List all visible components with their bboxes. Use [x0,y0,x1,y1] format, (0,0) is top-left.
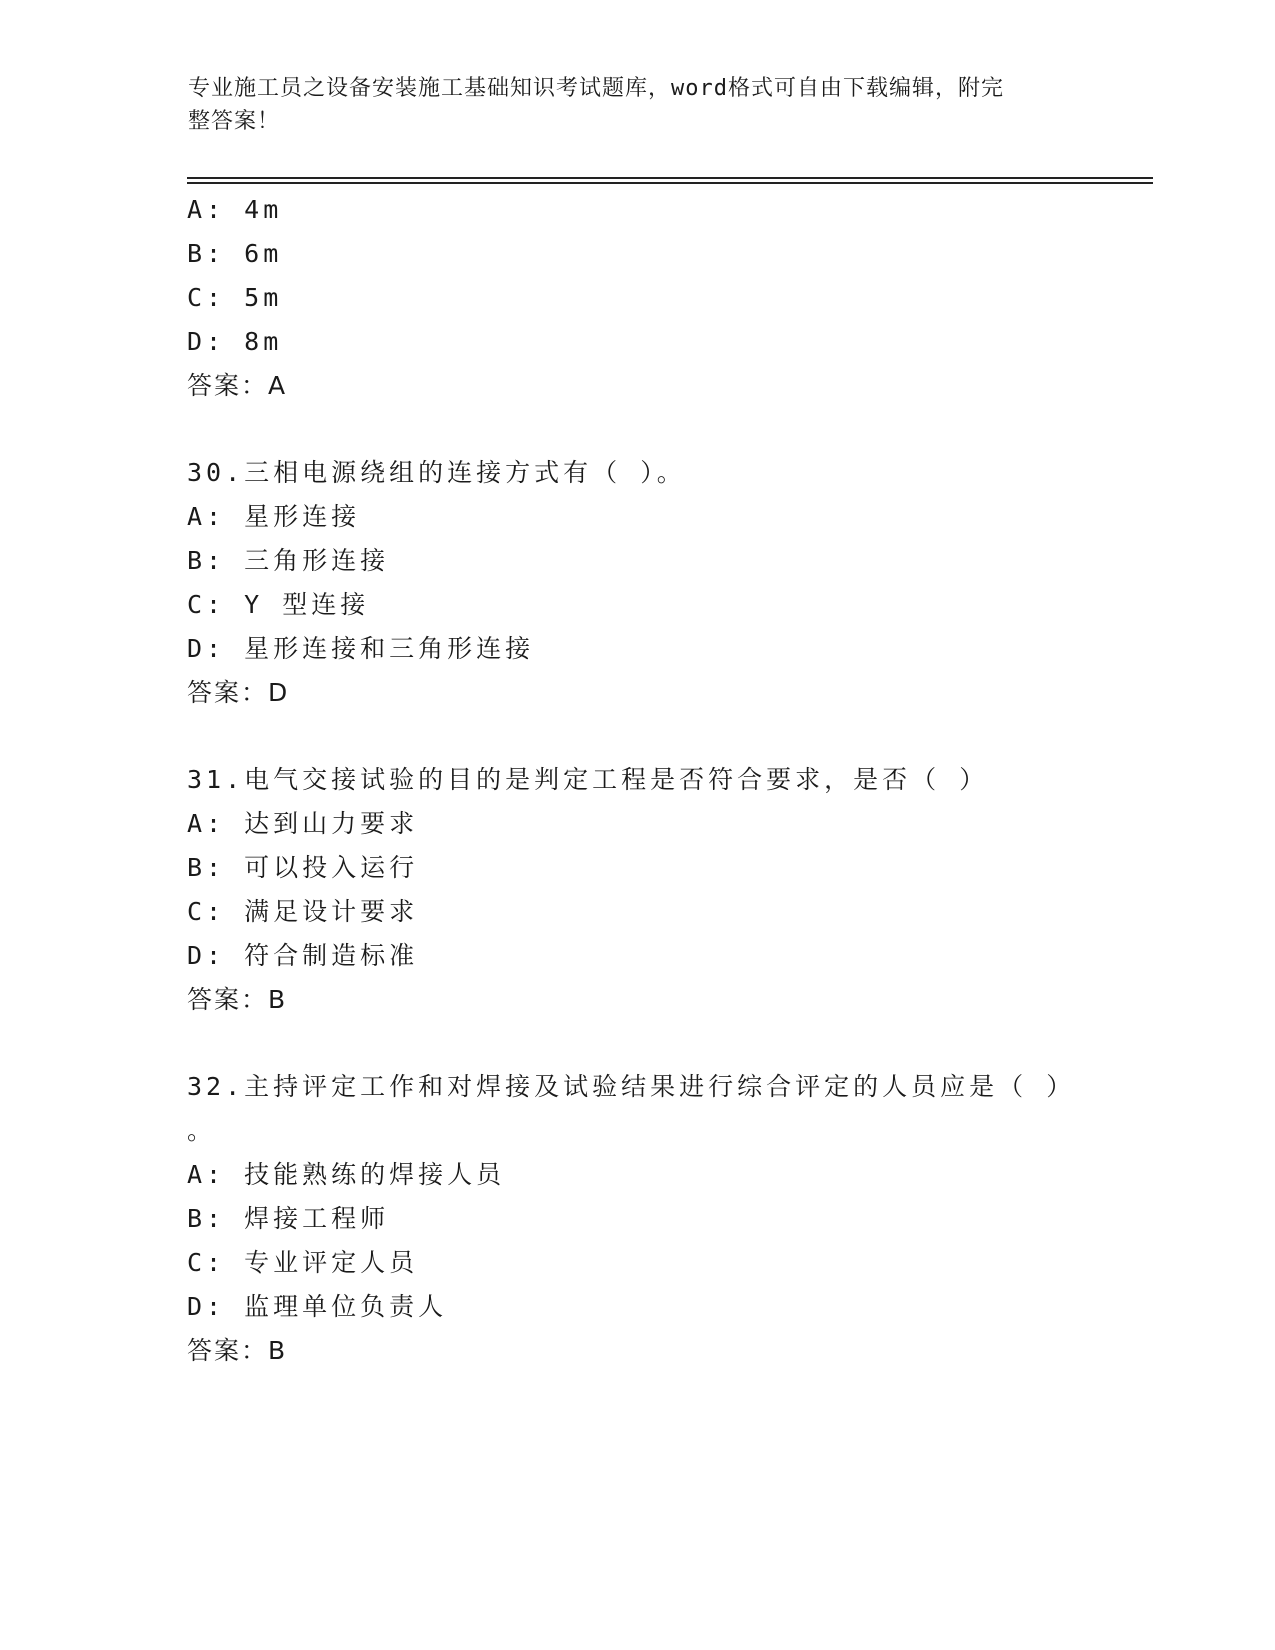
q32-option-b: B: 焊接工程师 [187,1204,390,1233]
q31-stem: 31.电气交接试验的目的是判定工程是否符合要求，是否（ ） [187,765,989,794]
q31-option-d: D: 符合制造标准 [187,941,419,970]
header-rule-top [187,177,1153,179]
q30-option-d: D: 星形连接和三角形连接 [187,634,535,663]
q30-option-b: B: 三角形连接 [187,546,390,575]
q32-option-c: C: 专业评定人员 [187,1248,419,1277]
prev-option-a: A: 4m [187,195,283,224]
q30-answer: 答案：D [187,678,290,707]
q31-option-c: C: 满足设计要求 [187,897,419,926]
q32-answer: 答案：B [187,1336,288,1365]
header-line-1: 专业施工员之设备安装施工基础知识考试题库，word格式可自由下载编辑，附完 [188,76,1004,101]
q32-stem: 32.主持评定工作和对焊接及试验结果进行综合评定的人员应是（ ） [187,1072,1076,1101]
header-rule-bottom [187,182,1153,184]
prev-option-b: B: 6m [187,239,283,268]
q31-option-b: B: 可以投入运行 [187,853,419,882]
q32-option-d: D: 监理单位负责人 [187,1292,448,1321]
q30-option-c: C: Y 型连接 [187,590,370,619]
q32-stem-continuation: 。 [187,1116,217,1145]
prev-answer: 答案：A [187,371,288,400]
q31-answer: 答案：B [187,985,288,1014]
prev-option-c: C: 5m [187,283,283,312]
prev-option-d: D: 8m [187,327,283,356]
header-line-2: 整答案！ [188,109,281,134]
q32-option-a: A: 技能熟练的焊接人员 [187,1160,506,1189]
q30-option-a: A: 星形连接 [187,502,361,531]
q31-option-a: A: 达到山力要求 [187,809,419,838]
q30-stem: 30.三相电源绕组的连接方式有（ ）。 [187,458,686,487]
document-header [188,72,1068,138]
